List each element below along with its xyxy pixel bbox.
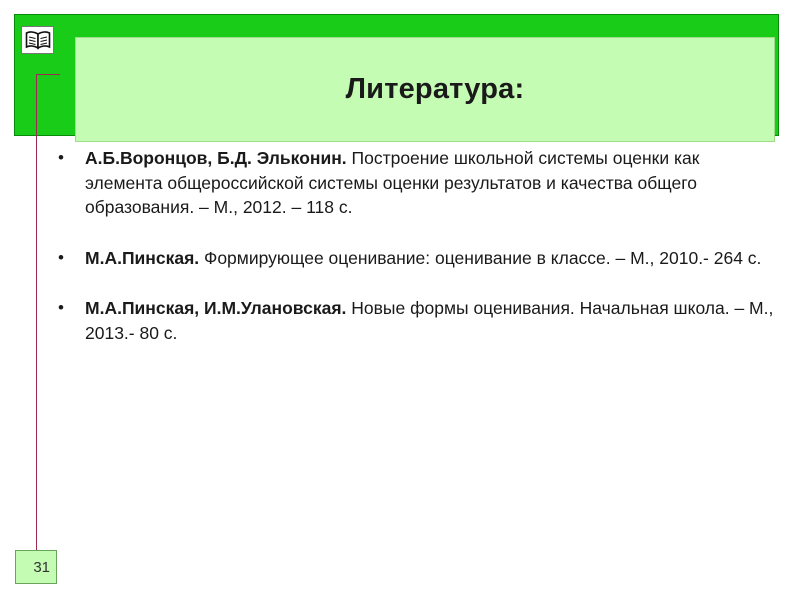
header-band — [14, 14, 779, 136]
bullet-icon: • — [58, 247, 64, 267]
reference-authors: А.Б.Воронцов, Б.Д. Эльконин. — [85, 148, 347, 168]
bullet-icon: • — [58, 148, 64, 167]
reference-text: Построение школьной системы оценки как элемента общероссийской системы оценки результатов и качества общего образования. – М., 2012. – 118 с. — [85, 148, 700, 217]
reference-text: Новые формы оценивания. Начальная школа. – М., 2013.- 80 с. — [85, 298, 774, 343]
reference-authors: М.А.Пинская, И.М.Улановская. — [85, 298, 347, 318]
book-icon — [21, 26, 54, 54]
reference-text: Формирующее оценивание: оценивание в классе. – М., 2010.- 264 с. — [199, 247, 762, 268]
page-title: Литература: — [345, 73, 525, 105]
reference-list — [55, 146, 775, 371]
connector-line-horizontal — [36, 74, 60, 75]
reference-authors: М.А.Пинская. — [85, 247, 200, 268]
title-panel — [75, 37, 775, 142]
list-item — [55, 146, 775, 220]
bullet-icon: • — [58, 298, 64, 317]
list-item — [55, 296, 775, 345]
page-number: 31 — [15, 550, 57, 584]
connector-line-vertical — [36, 74, 37, 550]
list-item — [55, 246, 775, 271]
